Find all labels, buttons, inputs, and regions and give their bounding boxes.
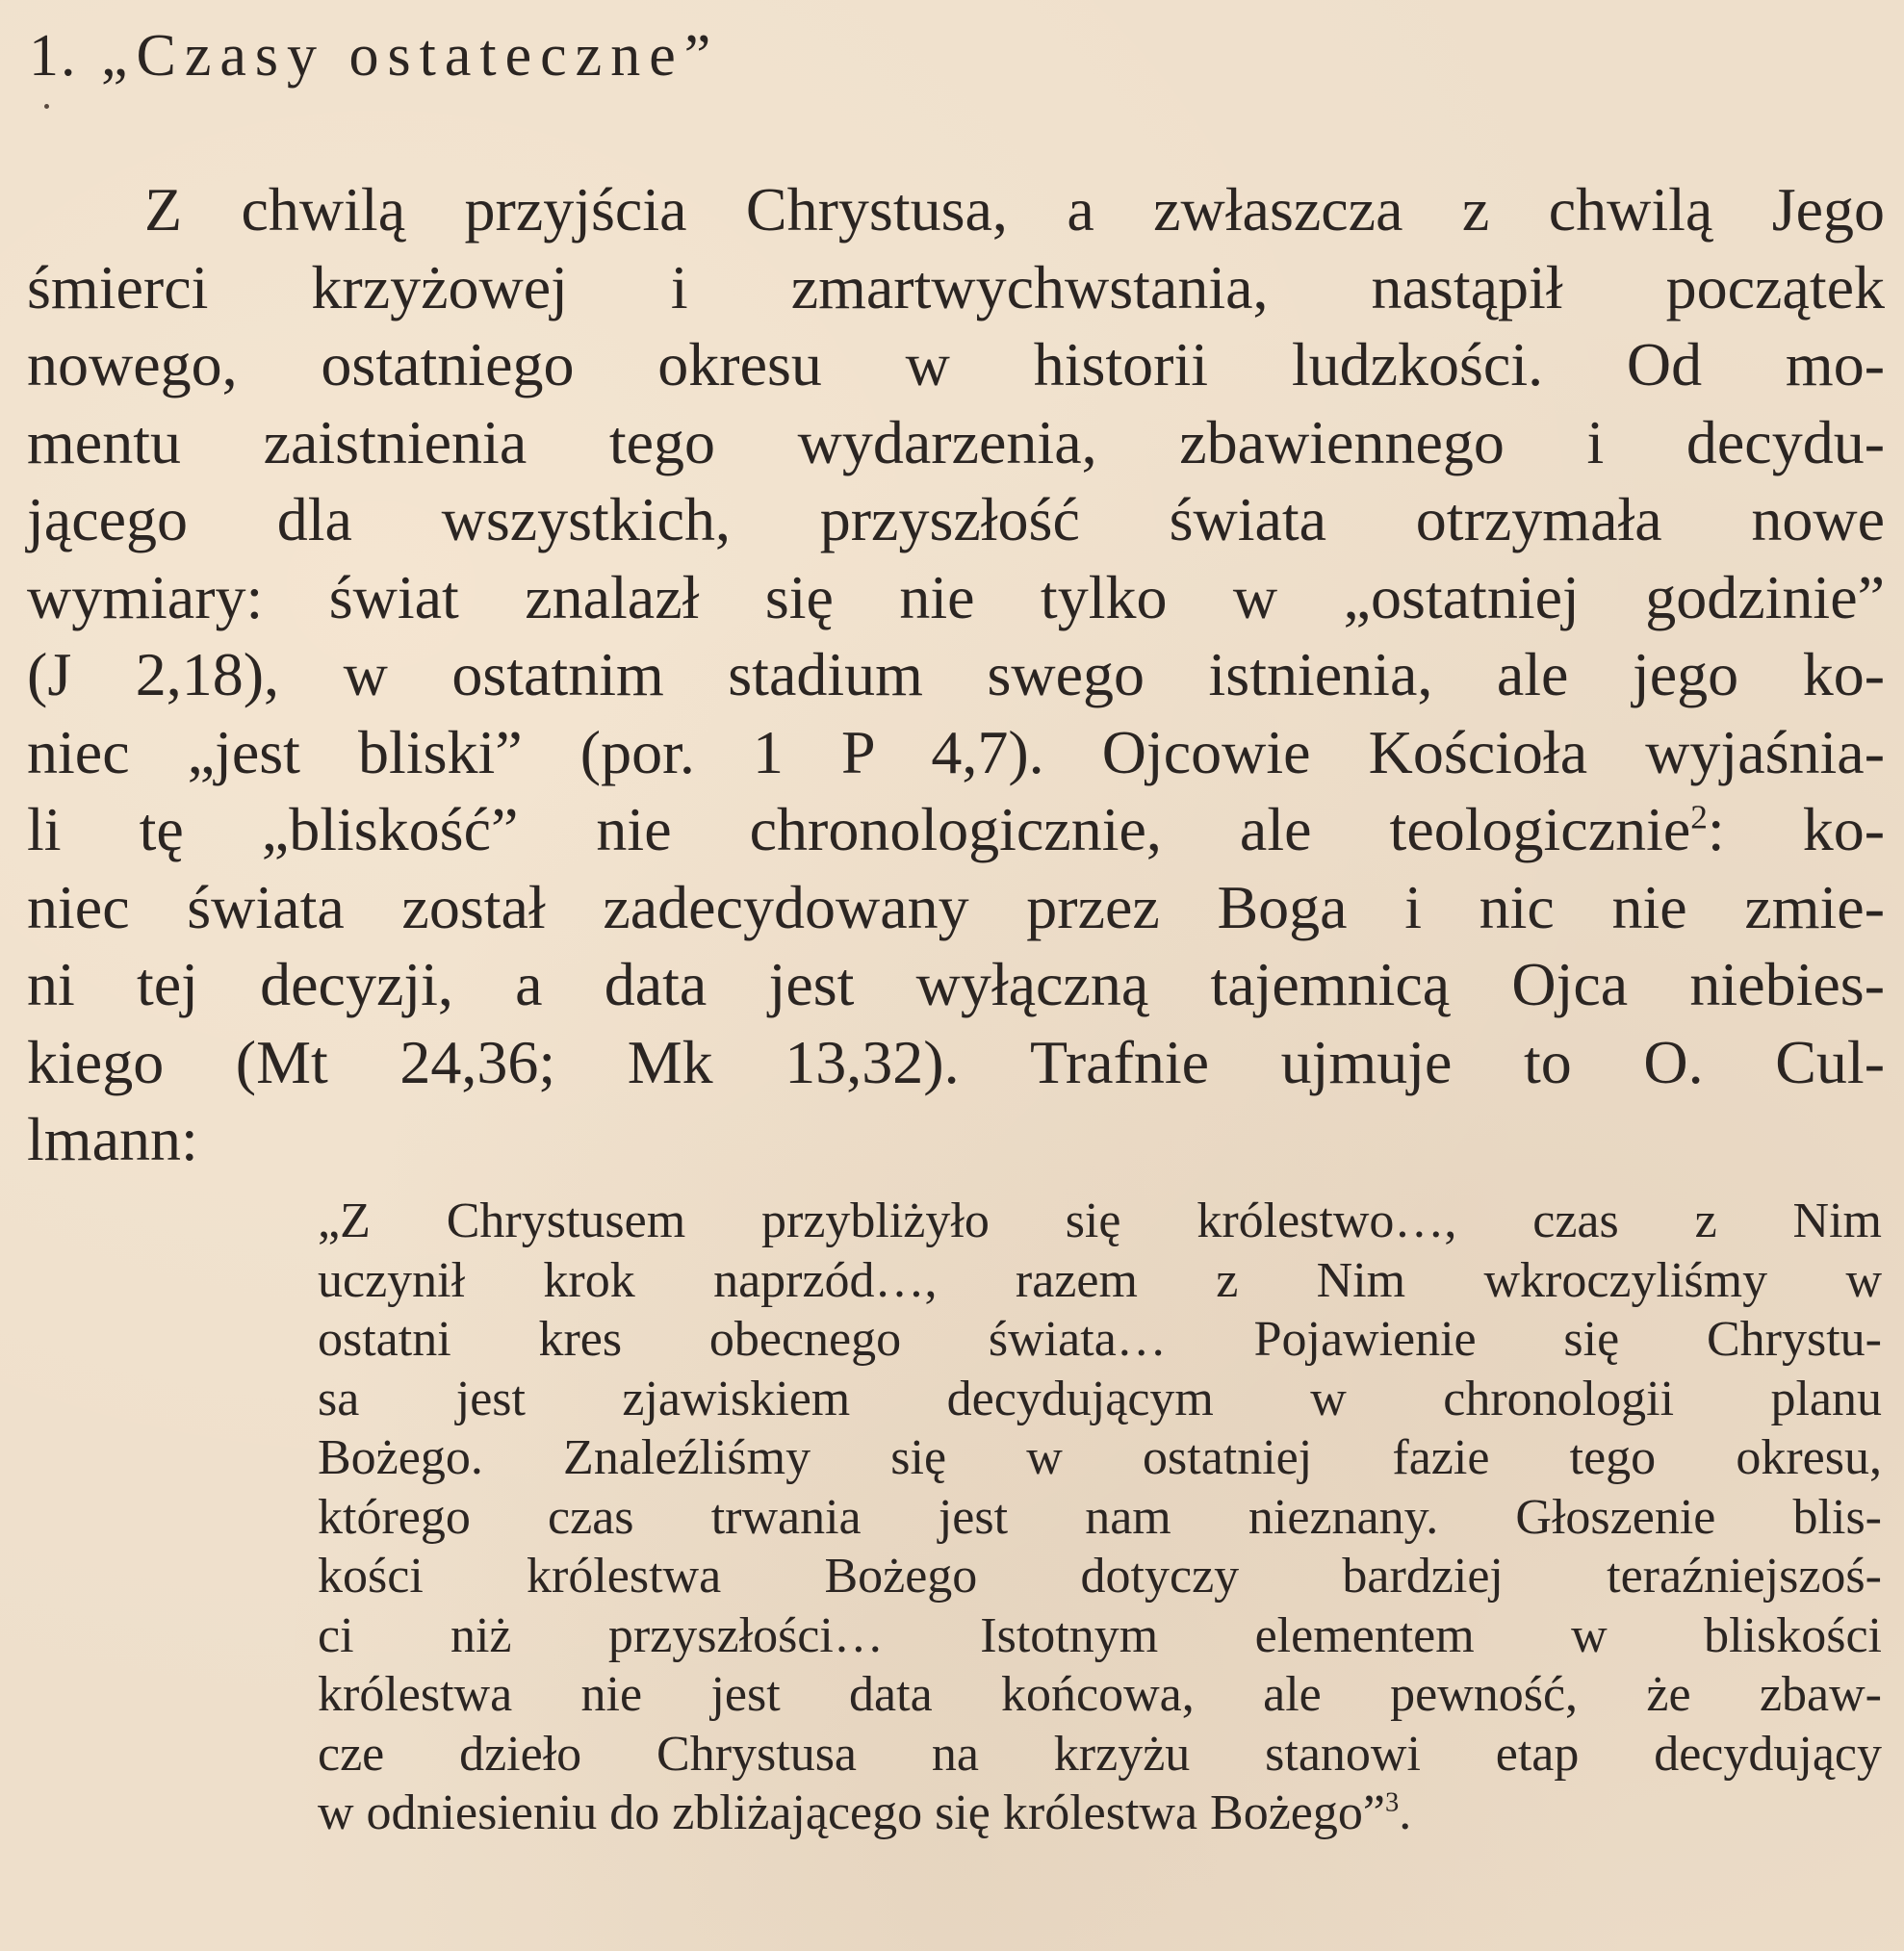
quote-line: którego czas trwania jest nam nieznany. Głoszenie blis- [318,1489,1882,1545]
body-paragraph [27,171,1885,1179]
body-line: mentu zaistnienia tego wydarzenia, zbawiennego i decydu- [27,407,1885,476]
quote-line-text: w odniesieniu do zbliżającego się królestwa Bożego” [318,1785,1385,1840]
paper-speck [44,104,49,109]
footnote-marker[interactable]: 3 [1384,1787,1400,1818]
body-line: (J 2,18), w ostatnim stadium swego istnienia, ale jego ko- [27,640,1885,708]
section-title: „Czasy ostateczne” [101,23,720,89]
quote-line: ci niż przyszłości… Istotnym elementem w bliskości [318,1607,1882,1663]
body-line: kiego (Mt 24,36; Mk 13,32). Trafnie ujmuje to O. Cul- [27,1027,1885,1096]
quote-line: sa jest zjawiskiem decydującym w chronologii planu [318,1371,1882,1426]
quote-line: „Z Chrystusem przybliżyło się królestwo…, czas z Nim [318,1194,1882,1248]
block-quote [318,1192,1882,1843]
quote-line: cze dzieło Chrystusa na krzyżu stanowi etap decydujący [318,1726,1882,1782]
body-line-with-footnote [27,791,1885,869]
quote-line: ostatni kres obecnego świata… Pojawienie się Chrystu- [318,1312,1882,1367]
quote-line: Bożego. Znaleźliśmy się w ostatniej fazie tego okresu, [318,1430,1882,1485]
body-line: lmann: [27,1105,198,1173]
body-line: niec „jest bliski” (por. 1 P 4,7). Ojcowie Kościoła wyjaśnia- [27,717,1885,786]
body-line: ni tej decyzji, a data jest wyłączną tajemnicą Ojca niebies- [27,950,1885,1018]
body-line: Z chwilą przyjścia Chrystusa, a zwłaszcza z chwilą Jego [144,175,1885,244]
quote-line-with-footnote [318,1784,1882,1843]
body-line: wymiary: świat znalazł się nie tylko w „ostatniej godzinie” [27,562,1885,631]
body-line: niec świata został zadecydowany przez Boga i nic nie zmie- [27,872,1885,941]
body-line-text: li tę „bliskość” nie chronologicznie, ale teologicznie [27,795,1691,863]
quote-line: kości królestwa Bożego dotyczy bardziej teraźniejszoś- [318,1549,1882,1604]
body-line: jącego dla wszystkich, przyszłość świata otrzymała nowe [27,485,1885,553]
footnote-marker[interactable]: 2 [1690,798,1708,836]
section-heading [29,17,719,94]
body-line: śmierci krzyżowej i zmartwychwstania, nastąpił początek [27,252,1885,321]
quote-line: królestwa nie jest data końcowa, ale pewność, że zbaw- [318,1667,1882,1722]
section-number: 1. [29,23,78,89]
quote-end-punctuation: . [1399,1785,1412,1840]
quote-line: uczynił krok naprzód…, razem z Nim wkroczyliśmy w [318,1252,1882,1308]
body-line: nowego, ostatniego okresu w historii ludzkości. Od mo- [27,330,1885,398]
body-line-continuation: : ko- [1707,795,1886,863]
